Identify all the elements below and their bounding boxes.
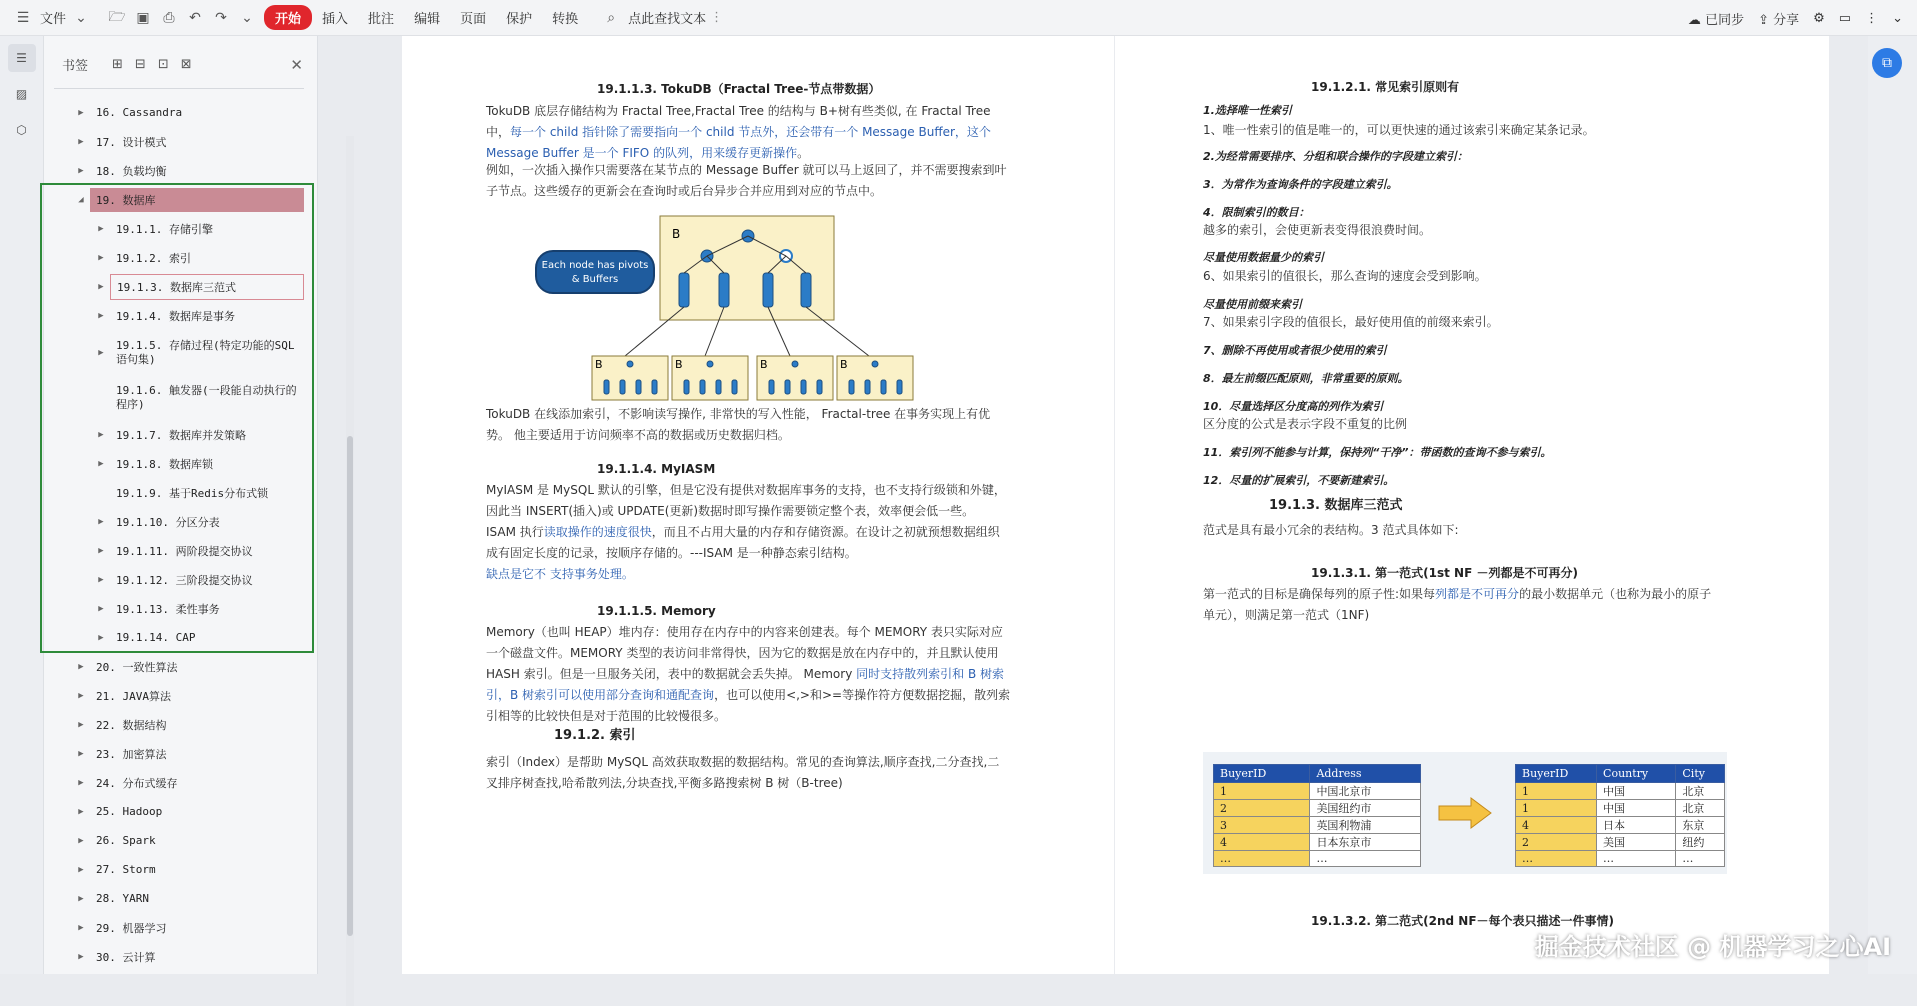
text-line: 例如，一次插入操作只需要落在某节点的 Message Buffer 就可以马上返回了，并不需要搜索到叶	[486, 160, 1086, 181]
text-line: 索引（Index）是帮助 MySQL 高效获取数据的数据结构。常见的查询算法,顺序查找,二分查找,二	[486, 752, 1086, 773]
mini-node	[627, 361, 633, 367]
mini-node	[872, 361, 878, 367]
share-icon: ⇪	[1758, 13, 1769, 28]
normal-forms-intro: 范式是具有最小冗余的表结构。3 范式具体如下:	[1203, 520, 1459, 541]
expand-arrow-icon[interactable]: ▶	[72, 923, 90, 933]
bookmark-item[interactable]	[54, 797, 304, 826]
expand-arrow-icon[interactable]: ▶	[72, 137, 90, 147]
paragraph-tokudb	[486, 101, 1086, 164]
expand-arrow-icon[interactable]: ▶	[72, 749, 90, 759]
close-icon[interactable]: ✕	[290, 56, 303, 74]
hamburger-icon: ☰	[14, 9, 32, 27]
child-node-label: B	[760, 358, 768, 371]
thumbnail-icon[interactable]: ▨	[8, 80, 36, 108]
table-cell: 2	[1214, 800, 1310, 817]
tree-edge	[806, 307, 869, 356]
more-icon: ⋮	[710, 10, 723, 25]
figure-callout: Each node has pivots & Buffers	[535, 250, 655, 294]
more-icon[interactable]: ⋮	[1865, 11, 1878, 26]
bookmark-item[interactable]	[54, 826, 304, 855]
bookmark-label: 19.1.1. 存储引擎	[110, 217, 304, 241]
table-after	[1515, 764, 1725, 867]
collapse-arrow-icon[interactable]: ◢	[72, 195, 90, 205]
paragraph-tokudb-advantages	[486, 404, 1086, 446]
right-rail	[1868, 36, 1917, 974]
collapse-all-icon[interactable]: ⊡	[158, 57, 169, 72]
table-cell: 4	[1214, 834, 1310, 851]
tree-edge	[625, 307, 684, 356]
table-cell: 中国	[1597, 800, 1676, 817]
bookmark-scrollbar[interactable]	[346, 136, 354, 1006]
table-row	[1516, 800, 1725, 817]
text-line: TokuDB 在线添加索引，不影响读写操作, 非常快的写入性能， Fractal-tree 在事务实现上有优	[486, 404, 1086, 425]
table-header-row	[1214, 765, 1421, 783]
text-line: 一个磁盘文件。MEMORY 类型的表访问非常得快，因为它的数据是放在内存中的，并且默认使用	[486, 643, 1086, 664]
sync-label: 已同步	[1705, 13, 1744, 28]
bookmark-item[interactable]	[54, 330, 304, 375]
heading-1nf: 19.1.3.1. 第一范式(1st NF －列都是不可再分)	[1311, 564, 1578, 581]
table-cell: …	[1676, 851, 1725, 867]
buffer-block	[801, 273, 811, 307]
mini-buffer	[732, 380, 737, 394]
text-line: 成有固定长度的记录，按顺序存储的。---ISAM 是一种静态索引结构。	[486, 543, 1086, 564]
arrow-right-icon	[1437, 796, 1493, 830]
mini-node	[792, 361, 798, 367]
expand-all-icon[interactable]: ⊟	[135, 57, 146, 72]
table-cell: 美国纽约市	[1310, 800, 1421, 817]
bookmark-item[interactable]	[54, 478, 304, 507]
text-line	[486, 522, 1086, 543]
print-icon[interactable]: ⎙	[160, 9, 178, 27]
bookmark-item[interactable]	[54, 420, 304, 449]
expand-arrow-icon[interactable]: ▶	[92, 575, 110, 585]
text-line: 子节点。这些缓存的更新会在查询时或后台异步合并应用到对应的节点中。	[486, 181, 1086, 202]
paragraph-index	[486, 752, 1086, 794]
comment-icon[interactable]: ▭	[1839, 11, 1851, 26]
bookmark-label: 19.1.12. 三阶段提交协议	[110, 568, 304, 592]
bookmark-label: 27. Storm	[90, 859, 304, 880]
table-row	[1214, 783, 1421, 800]
table-cell: 中国北京市	[1310, 783, 1421, 800]
highlight-text: 每一个 child 指针除了需要指向一个 child 节点外，还会带有一个 Message Buffer，这个	[510, 125, 991, 139]
bookmark-item[interactable]	[54, 594, 304, 623]
tab-insert[interactable]: 插入	[312, 8, 358, 27]
rule-9: 10．尽量选择区分度高的列作为索引	[1203, 398, 1383, 414]
expand-arrow-icon[interactable]: ▶	[72, 166, 90, 176]
tab-edit[interactable]: 编辑	[404, 8, 450, 27]
text-line: 势。 他主要适用于访问频率不高的数据或历史数据归档。	[486, 425, 1086, 446]
bookmark-item[interactable]	[54, 739, 304, 768]
table-row	[1214, 817, 1421, 834]
table-row	[1516, 851, 1725, 867]
text-line	[486, 685, 1086, 706]
paragraph-example	[486, 160, 1086, 202]
paragraph-isam	[486, 522, 1086, 564]
mini-buffer	[785, 380, 790, 394]
bookmark-label: 20. 一致性算法	[90, 655, 304, 679]
redo-icon[interactable]: ↷	[212, 9, 230, 27]
expand-arrow-icon[interactable]: ▶	[72, 720, 90, 730]
bookmark-item[interactable]	[54, 710, 304, 739]
table-row	[1516, 783, 1725, 800]
text-span: 第一范式的目标是确保每列的原子性:如果每	[1203, 587, 1435, 601]
expand-arrow-icon[interactable]: ▶	[72, 836, 90, 846]
expand-arrow-icon[interactable]: ▶	[72, 691, 90, 701]
expand-arrow-icon[interactable]: ▶	[92, 604, 110, 614]
mini-buffer	[801, 380, 806, 394]
bookmark-item[interactable]	[54, 652, 304, 681]
mini-buffer	[700, 380, 705, 394]
bookmark-label: 30. 云计算	[90, 945, 304, 969]
text-line: MyIASM 是 MySQL 默认的引擎，但是它没有提供对数据库事务的支持，也不支持行级锁和外键，	[486, 480, 1086, 501]
expand-arrow-icon[interactable]: ▶	[72, 952, 90, 962]
bookmark-label: 19.1.3. 数据库三范式	[110, 274, 304, 300]
mini-buffer	[897, 380, 902, 394]
mini-node	[707, 361, 713, 367]
rule-10: 11．索引列不能参与计算，保持列“干净”：带函数的查询不参与索引。	[1203, 444, 1551, 460]
bookmark-item[interactable]	[54, 884, 304, 913]
table-cell: 东京	[1676, 817, 1725, 834]
bookmark-panel-title: 书签	[62, 55, 88, 74]
file-menu[interactable]	[14, 8, 98, 27]
arrow-shape	[1439, 798, 1491, 828]
table-cell: 4	[1516, 817, 1597, 834]
tab-protect[interactable]: 保护	[496, 8, 542, 27]
table-row	[1516, 817, 1725, 834]
bookmark-item[interactable]	[54, 156, 304, 185]
toolbar-right	[1688, 0, 1903, 36]
text-line: 单元），则满足第一范式（1NF)	[1203, 605, 1793, 626]
expand-arrow-icon[interactable]: ▶	[72, 894, 90, 904]
tab-annotate[interactable]: 批注	[358, 8, 404, 27]
mini-buffer	[716, 380, 721, 394]
undo-icon[interactable]: ↶	[186, 9, 204, 27]
heading-myiasm: 19.1.1.4. MyIASM	[597, 462, 715, 476]
bookmark-tree	[54, 98, 304, 971]
add-bookmark-icon[interactable]: ⊞	[112, 57, 123, 72]
bookmark-label: 19.1.13. 柔性事务	[110, 597, 304, 621]
heading-tokudb: 19.1.1.3. TokuDB（Fractal Tree-节点带数据）	[597, 80, 880, 97]
rule-3: 3．为常作为查询条件的字段建立索引。	[1203, 176, 1398, 192]
buffer-block	[679, 273, 689, 307]
text-line: 引相等的比较快但是对于范围的比较慢很多。	[486, 706, 1086, 727]
table-header-cell: BuyerID	[1214, 765, 1310, 783]
table-row	[1214, 851, 1421, 867]
text-span: HASH 索引。但是一旦服务关闭，表中的数据就会丢失掉。 Memory	[486, 667, 856, 681]
table-cell: 3	[1214, 817, 1310, 834]
rule-1-text: 1、唯一性索引的值是唯一的，可以更快速的通过该索引来确定某条记录。	[1203, 120, 1595, 141]
rule-9-text: 区分度的公式是表示字段不重复的比例	[1203, 414, 1407, 435]
tab-start[interactable]: 开始	[264, 5, 312, 30]
table-cell: 1	[1214, 783, 1310, 800]
expand-arrow-icon[interactable]: ▶	[92, 633, 110, 643]
more-dropdown-icon[interactable]: ⌄	[238, 9, 256, 27]
mini-buffer	[684, 380, 689, 394]
text-span: 。	[797, 146, 809, 160]
expand-arrow-icon[interactable]: ▶	[92, 311, 110, 321]
table-cell: 纽约	[1676, 834, 1725, 851]
bookmark-item[interactable]	[54, 942, 304, 971]
child-node-label: B	[675, 358, 683, 371]
bookmark-label: 19.1.2. 索引	[110, 246, 304, 270]
mini-buffer	[817, 380, 822, 394]
buffer-block	[763, 273, 773, 307]
rule-6-text: 7、如果索引字段的值很长，最好使用值的前缀来索引。	[1203, 312, 1499, 333]
collapse-icon[interactable]: ⌄	[1892, 11, 1903, 26]
bookmark-label: 19. 数据库	[90, 188, 304, 212]
mini-buffer	[865, 380, 870, 394]
tab-convert[interactable]: 转换	[542, 8, 588, 27]
mini-buffer	[769, 380, 774, 394]
bookmark-item[interactable]	[54, 623, 304, 652]
settings-icon[interactable]: ⚙	[1813, 11, 1825, 26]
text-span: ，而且不占用大量的内存和存储资源。在设计之初就预想数据组织	[652, 525, 1000, 539]
rule-1: 1.选择唯一性索引	[1203, 102, 1292, 118]
document-page-left	[402, 36, 1114, 974]
bookmark-label: 19.1.4. 数据库是事务	[110, 304, 304, 328]
expand-arrow-icon[interactable]: ▶	[72, 108, 90, 118]
text-span: ISAM 执行	[486, 525, 544, 539]
bookmark-label: 16. Cassandra	[90, 102, 304, 123]
expand-arrow-icon[interactable]: ▶	[92, 282, 110, 292]
heading-index: 19.1.2. 索引	[554, 724, 636, 743]
bookmark-label: 24. 分布式缓存	[90, 771, 304, 795]
text-line: 因此当 INSERT(插入)或 UPDATE(更新)数据时即写操作需要锁定整个表，效率便会低一些。	[486, 501, 1086, 522]
watermark: 掘金技术社区 @ 机器学习之心AI	[1535, 927, 1891, 962]
bookmark-item[interactable]	[54, 768, 304, 797]
bookmark-item[interactable]	[54, 301, 304, 330]
text-span: 中，	[486, 125, 510, 139]
table-row	[1214, 834, 1421, 851]
heading-memory: 19.1.1.5. Memory	[597, 604, 716, 618]
heading-normal-forms: 19.1.3. 数据库三范式	[1269, 494, 1403, 513]
save-icon[interactable]: ▣	[134, 9, 152, 27]
table-cell: 北京	[1676, 783, 1725, 800]
bookmark-item[interactable]	[54, 681, 304, 710]
table-cell: …	[1597, 851, 1676, 867]
bookmark-label: 19.1.9. 基于Redis分布式锁	[110, 481, 304, 505]
share-label: 分享	[1773, 13, 1799, 28]
expand-arrow-icon[interactable]: ▶	[92, 430, 110, 440]
buffer-block	[719, 273, 729, 307]
table-header-cell: Country	[1597, 765, 1676, 783]
text-line: TokuDB 底层存储结构为 Fractal Tree,Fractal Tree 的结构与 B+树有些类似, 在 Fractal Tree	[486, 101, 1086, 122]
child-node-label: B	[840, 358, 848, 371]
bookmark-panel	[44, 36, 318, 974]
rule-4-text: 越多的索引，会使更新表变得很浪费时间。	[1203, 220, 1431, 241]
mini-buffer	[620, 380, 625, 394]
table-header-cell: Address	[1310, 765, 1421, 783]
table-cell: 2	[1516, 834, 1597, 851]
document-page-right	[1115, 36, 1829, 974]
bookmark-label: 19.1.6. 触发器(一段能自动执行的程序)	[110, 380, 304, 416]
paragraph-drawback: 缺点是它不 支持事务处理。	[486, 564, 634, 585]
table-header-cell: City	[1676, 765, 1725, 783]
scrollbar-thumb[interactable]	[347, 436, 353, 936]
highlight-text: 读取操作的速度很快	[544, 525, 652, 539]
bookmark-item[interactable]	[54, 127, 304, 156]
bookmark-label: 19.1.14. CAP	[110, 627, 304, 648]
rule-5-text: 6、如果索引的值很长，那么查询的速度会受到影响。	[1203, 266, 1487, 287]
table-cell: 美国	[1597, 834, 1676, 851]
file-label: 文件	[40, 8, 66, 27]
expand-arrow-icon[interactable]: ▶	[92, 546, 110, 556]
divider	[54, 88, 304, 89]
bookmark-label: 28. YARN	[90, 888, 304, 909]
bookmark-label: 22. 数据结构	[90, 713, 304, 737]
table-cell: 日本	[1597, 817, 1676, 834]
expand-arrow-icon[interactable]: ▶	[92, 517, 110, 527]
open-icon[interactable]: 🗁	[108, 9, 126, 27]
rule-8: 8．最左前缀匹配原则，非常重要的原则。	[1203, 370, 1409, 386]
bookmark-tools	[112, 57, 192, 72]
table-cell: 1	[1516, 783, 1597, 800]
table-cell: 日本东京市	[1310, 834, 1421, 851]
paragraph-myiasm	[486, 480, 1086, 522]
expand-arrow-icon[interactable]: ▶	[72, 778, 90, 788]
bookmark-label: 19.1.10. 分区分表	[110, 510, 304, 534]
bookmark-item[interactable]	[54, 536, 304, 565]
text-span: 的最小数据单元（也称为最小的原子	[1519, 587, 1711, 601]
table-cell: …	[1214, 851, 1310, 867]
paragraph-memory	[486, 622, 1086, 727]
fractal-tree-figure	[507, 208, 937, 408]
table-cell: …	[1516, 851, 1597, 867]
expand-arrow-icon[interactable]: ▶	[72, 662, 90, 672]
root-node-label: B	[672, 227, 680, 241]
bookmark-label: 19.1.8. 数据库锁	[110, 452, 304, 476]
expand-arrow-icon[interactable]: ▶	[72, 807, 90, 817]
bookmark-label: 19.1.5. 存储过程(特定功能的SQL 语句集)	[110, 335, 304, 371]
tab-page[interactable]: 页面	[450, 8, 496, 27]
find-text-button[interactable]	[602, 8, 723, 27]
left-rail	[0, 36, 44, 974]
mini-buffer	[881, 380, 886, 394]
table-row	[1516, 834, 1725, 851]
bookmark-item-selected[interactable]	[54, 185, 304, 214]
bookmark-label: 19.1.7. 数据库并发策略	[110, 423, 304, 447]
mini-buffer	[849, 380, 854, 394]
highlight-text: 列都是不可再分	[1435, 587, 1519, 601]
table-cell: …	[1310, 851, 1421, 867]
bookmark-label: 25. Hadoop	[90, 801, 304, 822]
table-cell: 英国利物浦	[1310, 817, 1421, 834]
text-line	[486, 664, 1086, 685]
cloud-icon: ☁	[1688, 13, 1701, 28]
top-toolbar	[0, 0, 1917, 36]
bookmark-item[interactable]	[54, 565, 304, 594]
find-text-label: 点此查找文本	[628, 8, 706, 27]
assistant-icon[interactable]: ⧉	[1872, 48, 1902, 78]
bookmark-label: 29. 机器学习	[90, 916, 304, 940]
bookmark-label: 23. 加密算法	[90, 742, 304, 766]
expand-arrow-icon[interactable]: ▶	[92, 346, 110, 360]
tag-icon[interactable]: ⬡	[8, 116, 36, 144]
bookmark-label: 17. 设计模式	[90, 130, 304, 154]
rule-2: 2.为经常需要排序、分组和联合操作的字段建立索引：	[1203, 148, 1468, 164]
chevron-down-icon: ⌄	[72, 9, 90, 27]
rule-6: 尽量使用前缀来索引	[1203, 296, 1302, 312]
bookmark-label: 21. JAVA算法	[90, 684, 304, 708]
paragraph-1nf	[1203, 584, 1793, 626]
expand-arrow-icon[interactable]: ▶	[92, 253, 110, 263]
table-header-row	[1516, 765, 1725, 783]
heading-2nf: 19.1.3.2. 第二范式(2nd NF－每个表只描述一件事情)	[1311, 912, 1614, 929]
bookmark-item[interactable]	[54, 913, 304, 942]
text-line: 叉排序树查找,哈希散列法,分块查找,平衡多路搜索树 B 树（B-tree)	[486, 773, 1086, 794]
table-row	[1214, 800, 1421, 817]
table-cell: 北京	[1676, 800, 1725, 817]
sync-status[interactable]	[1688, 9, 1744, 28]
text-span: ，也可以使用<,>和>=等操作符方便数据挖掘，散列索	[714, 688, 1010, 702]
highlight-text: 引，B 树索引可以使用部分查询和通配查询	[486, 688, 714, 702]
highlight-text: Message Buffer 是一个 FIFO 的队列，用来缓存更新操作	[486, 146, 797, 160]
share-button[interactable]	[1758, 9, 1799, 28]
rule-4: 4．限制索引的数目：	[1203, 204, 1310, 220]
bookmark-item[interactable]	[54, 214, 304, 243]
bookmark-label: 19.1.11. 两阶段提交协议	[110, 539, 304, 563]
expand-arrow-icon[interactable]: ▶	[72, 865, 90, 875]
bookmark-panel-header	[44, 36, 317, 92]
bookmark-item-hover[interactable]	[54, 272, 304, 301]
bookmark-options-icon[interactable]: ⊠	[181, 57, 192, 72]
mini-buffer	[636, 380, 641, 394]
text-line: Memory（也叫 HEAP）堆内存：使用存在内存中的内容来创建表。每个 MEMORY 表只实际对应	[486, 622, 1086, 643]
bookmark-item[interactable]	[54, 243, 304, 272]
text-line	[1203, 584, 1793, 605]
bookmark-label: 18. 负载均衡	[90, 159, 304, 183]
expand-arrow-icon[interactable]: ▶	[92, 459, 110, 469]
highlight-text: 同时支持散列索引和 B 树索	[856, 667, 1004, 681]
mini-buffer	[652, 380, 657, 394]
expand-arrow-icon[interactable]: ▶	[92, 224, 110, 234]
bookmark-item[interactable]	[54, 98, 304, 127]
table-before	[1213, 764, 1421, 867]
search-icon: ⌕	[602, 9, 620, 27]
bookmark-panel-icon[interactable]: ☰	[8, 44, 36, 72]
table-cell: 1	[1516, 800, 1597, 817]
bookmark-item[interactable]	[54, 507, 304, 536]
table-header-cell: BuyerID	[1516, 765, 1597, 783]
rule-5: 尽量使用数据量少的索引	[1203, 249, 1324, 265]
bookmark-item[interactable]	[54, 855, 304, 884]
bookmark-label: 26. Spark	[90, 830, 304, 851]
bookmark-item[interactable]	[54, 375, 304, 420]
heading-index-rules: 19.1.2.1. 常见索引原则有	[1311, 78, 1459, 95]
text-line	[486, 122, 1086, 143]
child-node-label: B	[595, 358, 603, 371]
rule-7: 7、删除不再使用或者很少使用的索引	[1203, 342, 1387, 358]
mini-buffer	[604, 380, 609, 394]
table-cell: 中国	[1597, 783, 1676, 800]
rule-11: 12．尽量的扩展索引，不要新建索引。	[1203, 472, 1394, 488]
bookmark-item[interactable]	[54, 449, 304, 478]
